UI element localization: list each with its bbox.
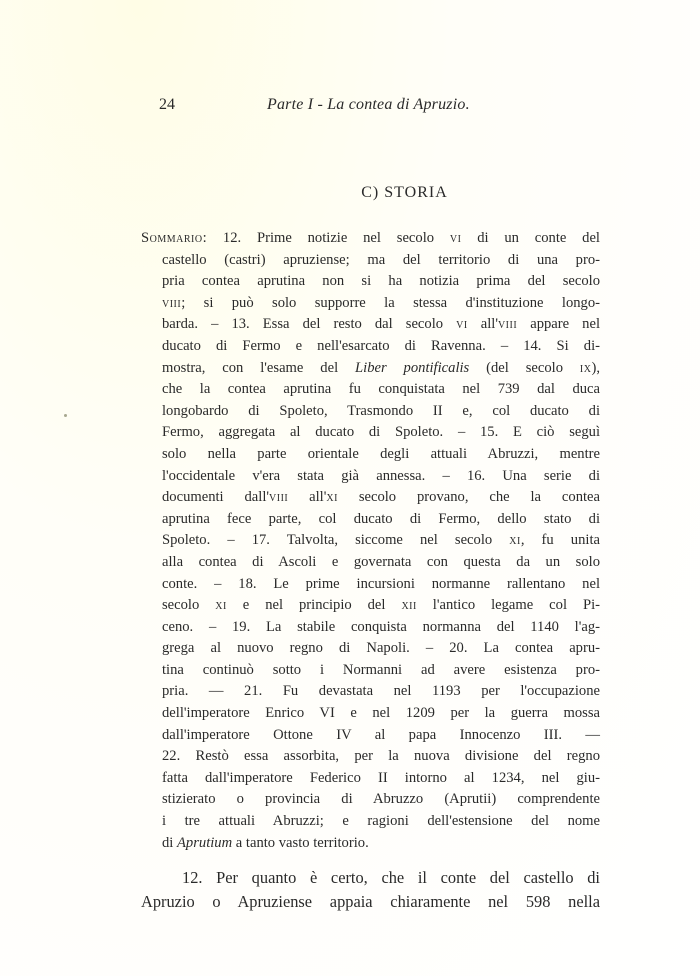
page-number: 24 bbox=[159, 96, 175, 113]
summary-line: viii; si può solo supporre la stessa d'instituzione longo- bbox=[162, 294, 600, 311]
summary-line: pria contea aprutina non si ha notizia prima del secolo bbox=[162, 273, 600, 290]
summary-line: documenti dall'viii all'xi secolo provano, che la contea bbox=[162, 489, 601, 506]
body-line: Apruzio o Apruziense appaia chiaramente nel 598 nella bbox=[141, 892, 600, 912]
summary-line: ceno. – 19. La stabile conquista normanna del 1140 l'ag- bbox=[162, 618, 600, 635]
body-line: 12. Per quanto è certo, che il conte del castello di bbox=[182, 868, 600, 888]
italic-aprutium: Aprutium bbox=[177, 834, 233, 851]
running-head bbox=[159, 94, 600, 116]
summary-line: castello (castri) apruziense; ma del territorio di una pro- bbox=[162, 251, 600, 268]
summary-line: conte. – 18. Le prime incursioni normanne rallentano nel bbox=[162, 575, 600, 592]
summary-paragraph bbox=[141, 228, 600, 854]
summary-line: 22. Restò essa assorbita, per la nuova divisione del regno bbox=[162, 748, 600, 765]
summary-line: fatta dall'imperatore Federico II intorno al 1234, nel giu- bbox=[162, 769, 600, 786]
section-heading: C) STORIA bbox=[361, 184, 448, 201]
summary-line: solo nella parte orientale degli attuali Abruzzi, mentre bbox=[162, 445, 600, 462]
summary-line: stizierato o provincia di Abruzzo (Aprutii) comprendente bbox=[162, 791, 600, 808]
summary-line: barda. – 13. Essa del resto dal secolo vi all'viii appare nel bbox=[162, 316, 600, 333]
body-paragraph bbox=[141, 866, 600, 914]
roman-numeral: viii bbox=[497, 316, 518, 333]
roman-numeral: viii bbox=[162, 294, 182, 311]
summary-line: longobardo di Spoleto, Trasmondo II e, col ducato di bbox=[162, 402, 600, 419]
italic-title-liber: Liber pontificalis bbox=[355, 359, 470, 376]
summary-line: aprutina fece parte, col ducato di Fermo, dello stato di bbox=[162, 510, 600, 527]
summary-line: dell'imperatore Enrico VI e nel 1209 per la guerra mossa bbox=[162, 705, 600, 722]
summary-label: Sommario: bbox=[141, 230, 208, 246]
summary-line: che la contea aprutina fu conquistata nel 739 dal duca bbox=[162, 381, 600, 398]
summary-line: dall'imperatore Ottone IV al papa Innocenzo III. — bbox=[162, 726, 600, 743]
summary-line: Sommario: 12. Prime notizie nel secolo vi di un conte del bbox=[141, 230, 600, 246]
summary-line: i tre attuali Abruzzi; e ragioni dell'estensione del nome bbox=[162, 813, 600, 830]
roman-numeral: xi bbox=[326, 489, 338, 506]
summary-line: Spoleto. – 17. Talvolta, siccome nel secolo xi, fu unita bbox=[162, 532, 600, 549]
roman-numeral: xi bbox=[215, 597, 227, 614]
summary-line: alla contea di Ascoli e governata con questa da un solo bbox=[162, 553, 600, 570]
summary-line: Fermo, aggregata al ducato di Spoleto. – 15. E ciò seguì bbox=[162, 424, 600, 441]
summary-line: secolo xi e nel principio del xii l'antico legame col Pi- bbox=[162, 597, 600, 614]
summary-line: mostra, con l'esame del Liber pontificalis (del secolo ix), bbox=[162, 359, 600, 376]
running-title: Parte I - La contea di Apruzio. bbox=[267, 96, 470, 113]
summary-line: pria. — 21. Fu devastata nel 1193 per l'occupazione bbox=[162, 683, 600, 700]
summary-line: tina continuò sotto i Normanni ad avere esistenza pro- bbox=[162, 661, 600, 678]
roman-numeral: vi bbox=[449, 230, 462, 246]
roman-numeral: xii bbox=[401, 597, 417, 614]
summary-line: di Aprutium a tanto vasto territorio. bbox=[162, 834, 369, 851]
summary-line: l'occidentale v'era stata già annessa. – 16. Una serie di bbox=[162, 467, 600, 484]
roman-numeral: viii bbox=[269, 489, 289, 506]
roman-numeral: xi bbox=[509, 532, 521, 549]
summary-line: ducato di Fermo e nell'esarcato di Ravenna. – 14. Si di- bbox=[162, 337, 600, 354]
paper-speck bbox=[64, 414, 67, 417]
summary-line: grega al nuovo regno di Napoli. – 20. La contea apru- bbox=[162, 640, 600, 657]
roman-numeral: ix bbox=[579, 359, 592, 376]
roman-numeral: vi bbox=[456, 316, 468, 333]
